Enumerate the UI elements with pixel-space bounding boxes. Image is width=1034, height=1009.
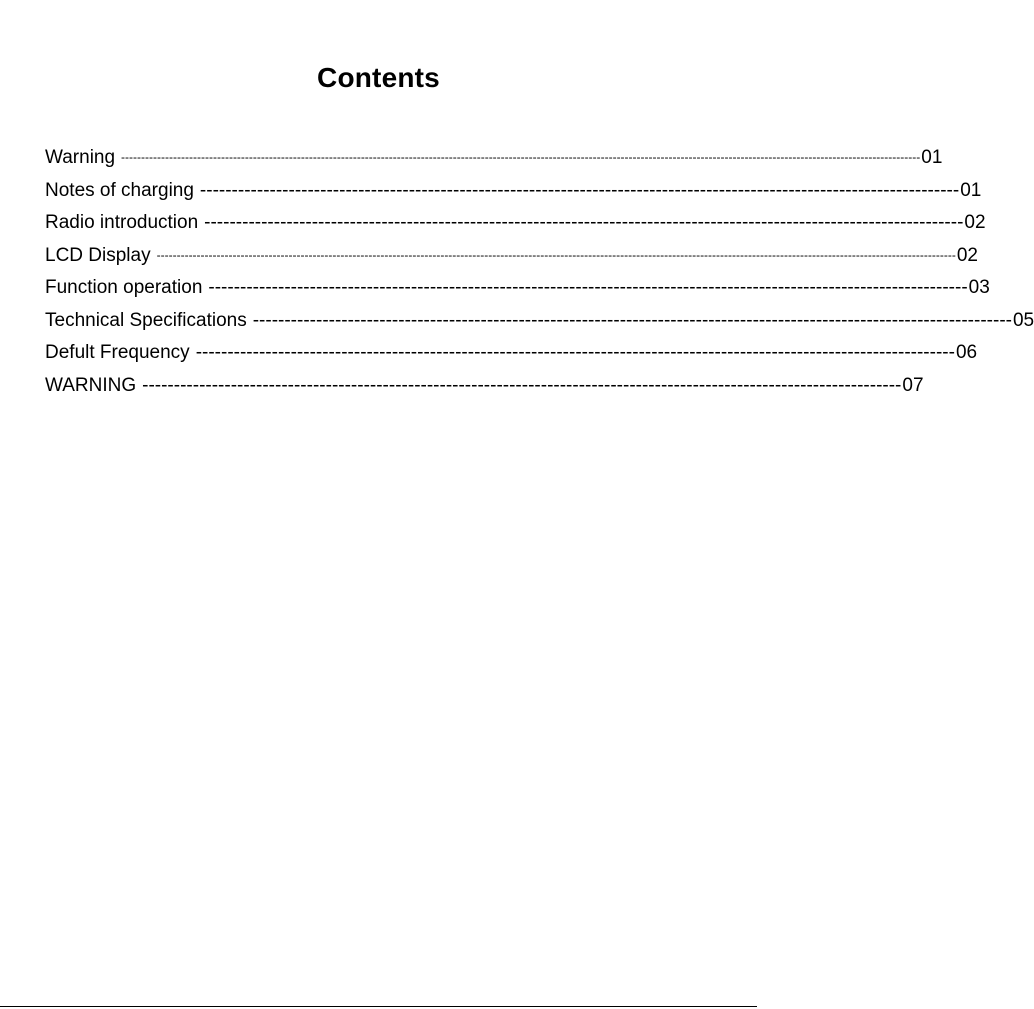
toc-leader-dots: ------------------------------------------------------------------------------------------------------------------------ [208, 277, 968, 298]
toc-entry-page-number: 01 [921, 147, 943, 168]
toc-entry-radio-introduction [45, 207, 986, 240]
toc-entry-page-number: 03 [968, 277, 990, 298]
toc-entry-label: Notes of charging [45, 179, 194, 201]
page-title: Contents [317, 62, 440, 93]
toc-leader-dots: ------------------------------------------------------------------------------------------------------------------------ [142, 374, 902, 396]
toc-entry-label: WARNING [45, 374, 137, 396]
toc-entry-function-operation [45, 272, 990, 305]
toc-entry-page-number: 02 [956, 244, 978, 266]
toc-leader-dots: ------------------------------------------------------------------------------------------------------------------------ [204, 212, 964, 233]
toc-entry-warning [45, 142, 943, 175]
toc-entry-label: Warning [45, 147, 116, 168]
toc-entry-notes-of-charging [45, 175, 982, 208]
toc-entry-label: Function operation [45, 277, 203, 298]
toc-entry-page-number: 06 [955, 342, 978, 363]
table-of-contents [45, 142, 1034, 402]
toc-entry-page-number: 07 [902, 374, 924, 396]
toc-entry-label: Technical Specifications [45, 309, 247, 331]
toc-leader-dots: ------------------------------------------------------------------------------------------------------------------------ [252, 309, 1012, 331]
toc-leader-dots: ------------------------------------------------------------------------------------------------------------------------ [199, 179, 960, 201]
toc-entry-defult-frequency [45, 337, 978, 370]
toc-entry-page-number: 05 [1012, 309, 1034, 331]
toc-entry-label: LCD Display [45, 244, 151, 266]
toc-entry-page-number: 02 [964, 212, 986, 233]
toc-entry-warning-caps [45, 370, 924, 403]
toc-leader-dots: ------------------------------------------------------------------------------------------------------------------------ [195, 342, 955, 363]
page-bottom-rule [0, 1006, 757, 1007]
toc-entry-lcd-display [45, 240, 978, 273]
toc-entry-label: Defult Frequency [45, 342, 190, 363]
toc-leader-dots: -------------------------------------------------------------------------------------------------------------------------------------------------------------------------------------------------------- [121, 150, 921, 164]
toc-entry-page-number: 01 [960, 179, 982, 201]
toc-leader-dots: -------------------------------------------------------------------------------------------------------------------------------------------------------------------------------------------------------- [156, 247, 956, 262]
toc-entry-technical-specifications [45, 305, 1034, 338]
toc-entry-label: Radio introduction [45, 212, 199, 233]
